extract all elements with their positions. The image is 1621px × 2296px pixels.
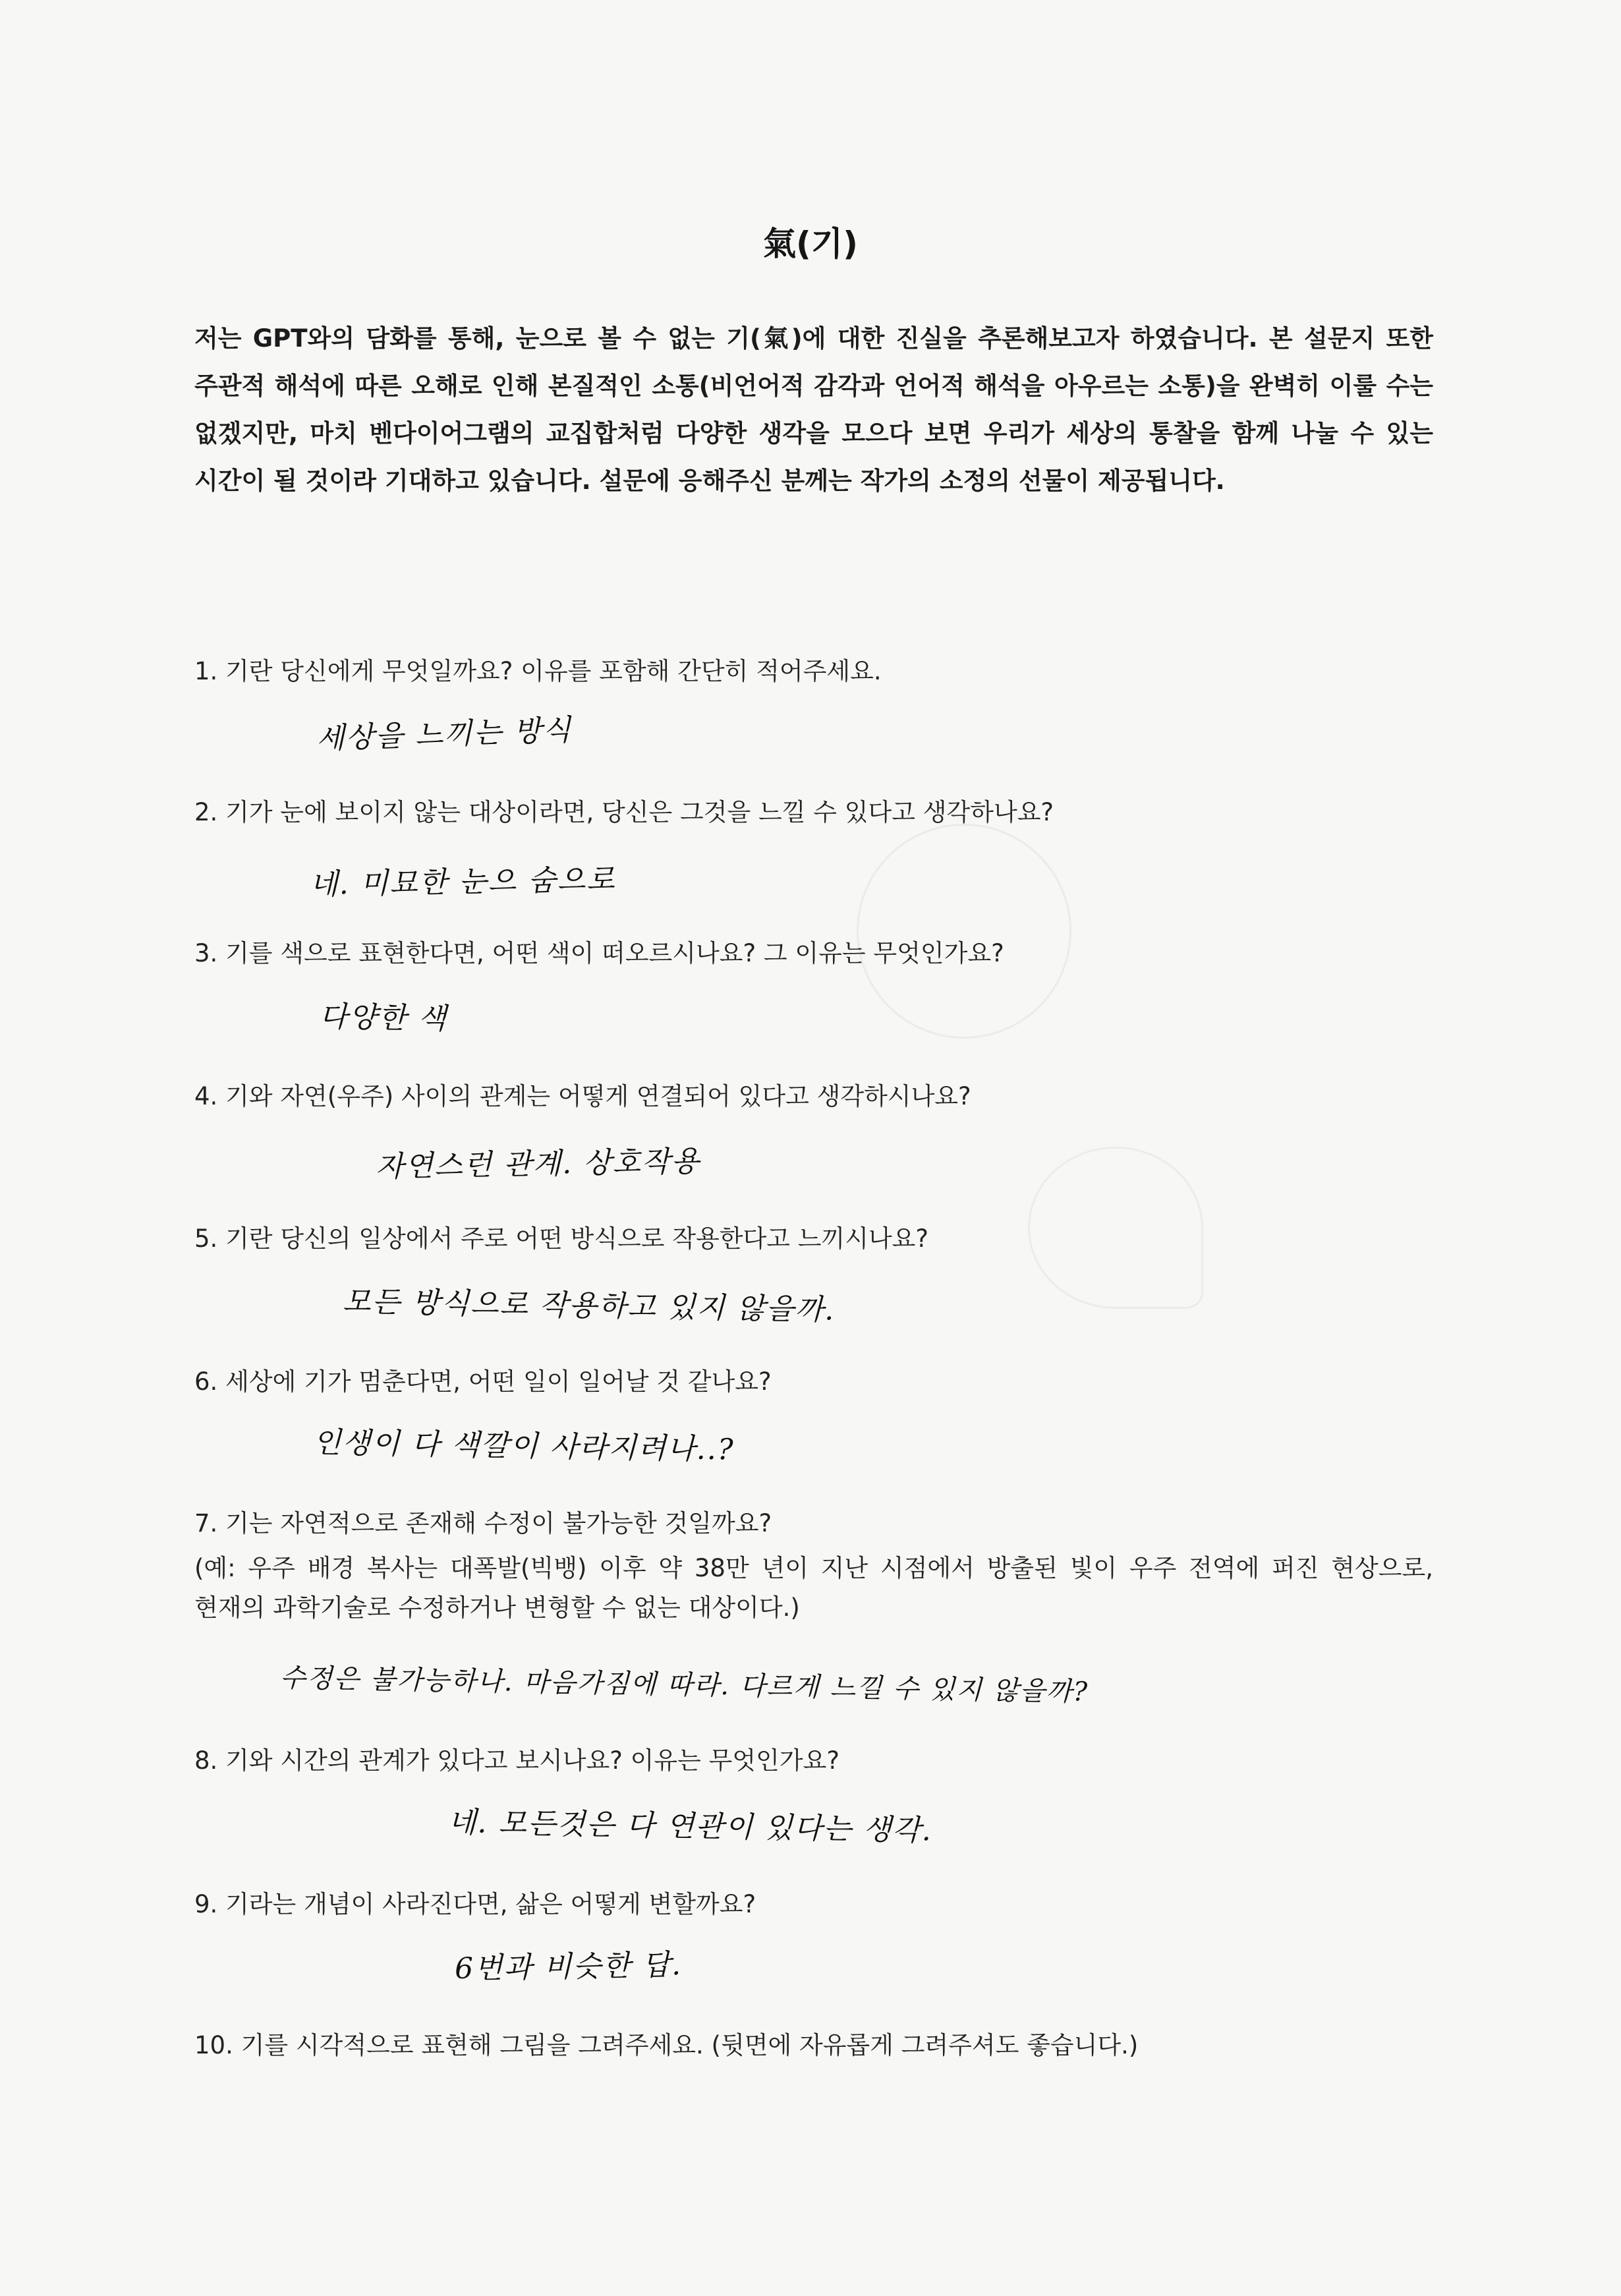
answer-5: 모든 방식으로 작용하고 있지 않을까.	[342, 1284, 836, 1327]
question-2: 2. 기가 눈에 보이지 않는 대상이라면, 당신은 그것을 느낄 수 있다고 생각하나요?	[194, 798, 1054, 826]
page-title: 氣(기)	[762, 225, 858, 263]
question-3: 3. 기를 색으로 표현한다면, 어떤 색이 떠오르시나요? 그 이유는 무엇인가요?	[194, 939, 1004, 967]
reverse-side-bleed-mark	[857, 824, 1071, 1039]
answer-3: 다양한 색	[319, 1000, 448, 1036]
answer-4: 자연스런 관계. 상호작용	[375, 1144, 701, 1184]
answer-7: 수정은 불가능하나. 마음가짐에 따라. 다르게 느낄 수 있지 않을까?	[279, 1663, 1089, 1708]
answer-8: 네. 모든것은 다 연관이 있다는 생각.	[447, 1805, 933, 1848]
answer-1: 세상을 느끼는 방식	[316, 713, 573, 756]
question-6: 6. 세상에 기가 멈춘다면, 어떤 일이 일어날 것 같나요?	[194, 1367, 772, 1396]
question-7: 7. 기는 자연적으로 존재해 수정이 불가능한 것일까요?	[194, 1509, 772, 1537]
question-9: 9. 기라는 개념이 사라진다면, 삶은 어떻게 변할까요?	[194, 1890, 756, 1918]
intro-paragraph: 저는 GPT와의 담화를 통해, 눈으로 볼 수 없는 기(氣)에 대한 진실을 추론해보고자 하였습니다. 본 설문지 또한 주관적 해석에 따른 오해로 인해 본질적인 소통(비언어적 감각과 언어적 해석을 아우르는 소통)을 완벽히 이룰 수는 없겠지만, 마치 벤다이어그램의 교집합처럼 다양한 생각을 모으다 보면 우리가 세상의 통찰을 함께 나눌 수 있는 시간이 될 것이라 기대하고 있습니다. 설문에 응해주신 분께는 작가의 소정의 선물이 제공됩니다.	[194, 324, 1433, 495]
question-8: 8. 기와 시간의 관계가 있다고 보시나요? 이유는 무엇인가요?	[194, 1746, 839, 1775]
question-7-note: (예: 우주 배경 복사는 대폭발(빅뱅) 이후 약 38만 년이 지난 시점에서 방출된 빛이 우주 전역에 퍼진 현상으로, 현재의 과학기술로 수정하거나 변형할 수 없는 대상이다.)	[194, 1554, 1433, 1622]
answer-6: 인생이 다 색깔이 사라지려나..?	[312, 1425, 735, 1467]
answer-9: 6번과 비슷한 답.	[454, 1947, 683, 1986]
question-10: 10. 기를 시각적으로 표현해 그림을 그려주세요. (뒷면에 자유롭게 그려주셔도 좋습니다.)	[194, 2031, 1139, 2059]
answer-2: 네. 미묘한 눈으 숨으로	[309, 862, 616, 902]
question-5: 5. 기란 당신의 일상에서 주로 어떤 방식으로 작용한다고 느끼시나요?	[194, 1224, 929, 1253]
question-4: 4. 기와 자연(우주) 사이의 관계는 어떻게 연결되어 있다고 생각하시나요?	[194, 1082, 971, 1110]
question-1: 1. 기란 당신에게 무엇일까요? 이유를 포함해 간단히 적어주세요.	[194, 657, 882, 685]
